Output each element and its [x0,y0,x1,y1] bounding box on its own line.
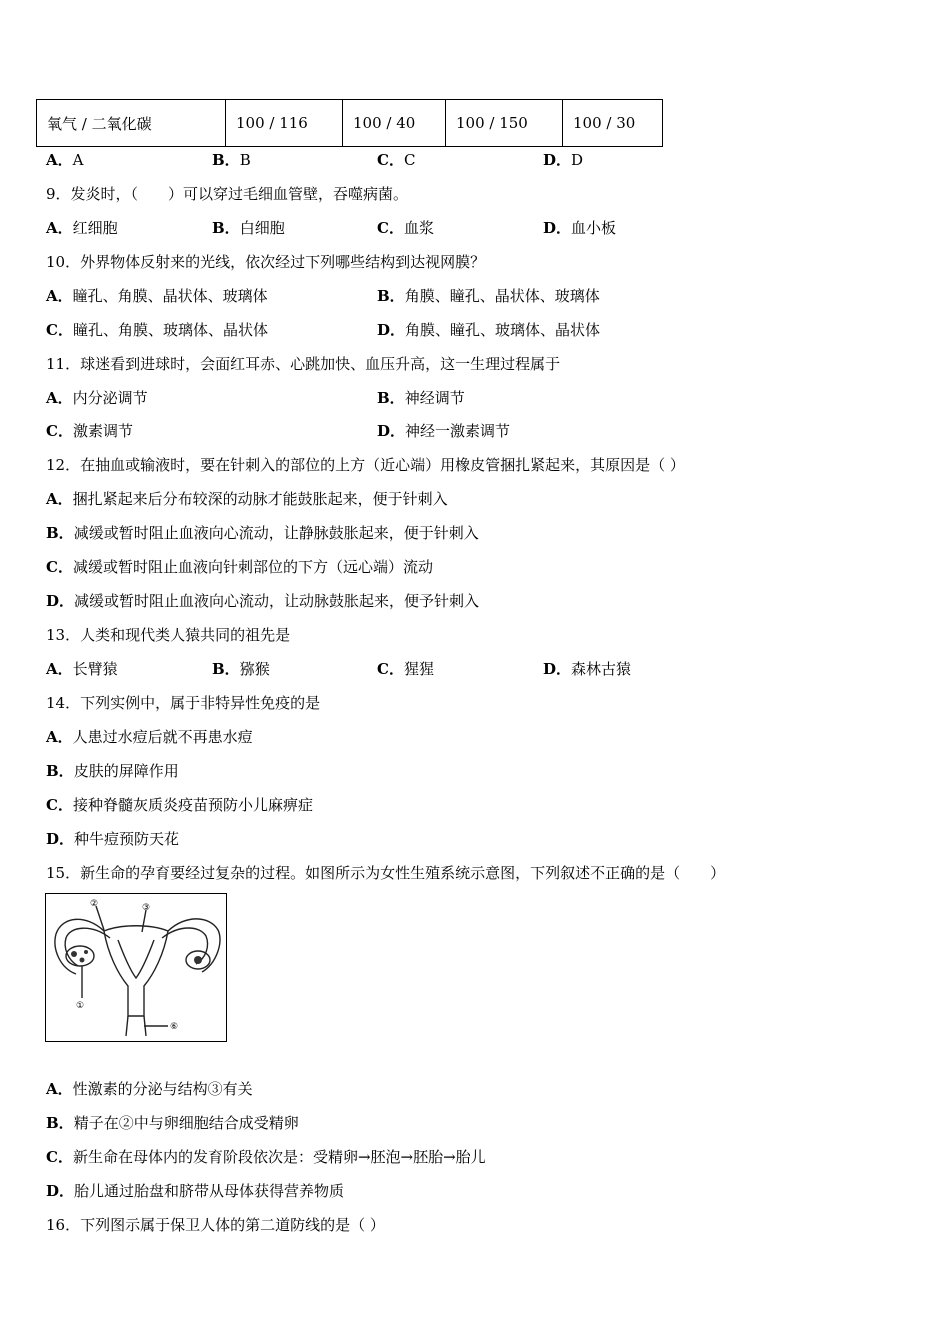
option-label: B． [377,389,405,407]
option-text: 接种脊髓灰质炎疫苗预防小儿麻痹症 [72,796,313,814]
q8-option-d [543,150,583,170]
q13-option-a [46,659,118,679]
figure-label: ⑥ [170,1022,179,1032]
uterus-diagram [46,894,226,1041]
uterus-outline [104,926,168,1016]
option-label: A． [46,287,73,305]
option-text: 捆扎紧起来后分布较深的动脉才能鼓胀起来，便于针刺入 [72,490,448,508]
option-text: 红细胞 [72,219,118,237]
figure-label: ① [76,1001,85,1011]
option-label: D． [46,830,75,848]
q9-option-b [212,218,285,238]
option-text: 白细胞 [239,219,285,237]
q9-option-d [543,218,616,238]
option-label: B． [46,1114,74,1132]
q15-option-a [46,1079,253,1099]
follicle-dot [71,951,77,957]
q15-option-d [46,1181,344,1201]
option-label: A． [46,490,73,508]
q10-option-d [377,320,600,340]
q12-option-d [46,591,479,611]
option-text: 种牛痘预防天花 [74,830,180,848]
option-text: D [571,151,584,169]
q10-option-a [46,286,268,306]
option-text: 胎儿通过胎盘和脐带从母体获得营养物质 [74,1182,345,1200]
option-text: C [403,151,416,169]
q10-stem: 10．外界物体反射来的光线，依次经过下列哪些结构到达视网膜？ [46,253,486,271]
option-text: 激素调节 [72,422,133,440]
reproductive-system-figure [45,893,227,1042]
option-label: C． [46,796,73,814]
option-label: D． [543,660,572,678]
option-text: 神经一激素调节 [405,422,511,440]
option-label: B． [46,524,74,542]
option-text: 猕猴 [239,660,270,678]
option-label: C． [46,321,73,339]
table-cell: 100 / 40 [343,100,446,147]
option-label: C． [377,660,404,678]
option-text: 角膜、瞳孔、晶状体、玻璃体 [404,287,600,305]
option-label: A． [46,660,73,678]
option-label: C． [377,151,404,169]
option-text: 血浆 [403,219,434,237]
q14-stem: 14．下列实例中，属于非特异性免疫的是 [46,694,321,712]
option-label: D． [46,592,75,610]
table-row [37,100,663,147]
option-text: A [72,151,84,169]
option-label: C． [46,422,73,440]
option-text: 角膜、瞳孔、玻璃体、晶状体 [405,321,601,339]
option-text: 新生命在母体内的发育阶段依次是：受精卵→胚泡→胚胎→胎儿 [72,1148,486,1166]
q12-option-a [46,489,448,509]
q16-stem: 16．下列图示属于保卫人体的第二道防线的是（ ） [46,1216,385,1234]
q11-option-d [377,421,510,441]
q11-option-c [46,421,133,441]
option-label: A． [46,389,73,407]
q12-option-b [46,523,479,543]
q14-option-d [46,829,179,849]
option-label: B． [46,762,74,780]
follicle-dot [80,958,85,963]
q12-stem: 12．在抽血或输液时，要在针刺入的部位的上方（近心端）用橡皮管捆扎紧起来，其原因是（ ） [46,456,685,474]
option-label: B． [377,287,405,305]
vagina-outline [126,1016,146,1036]
right-tube-outline [168,919,220,972]
option-text: 精子在②中与卵细胞结合成受精卵 [73,1114,299,1132]
q8-option-a [46,150,83,170]
option-text: 减缓或暂时阻止血液向针刺部位的下方（远心端）流动 [72,558,433,576]
option-label: C． [46,1148,73,1166]
option-label: D． [543,151,572,169]
q12-option-c [46,557,433,577]
figure-label: ③ [142,903,151,913]
option-label: C． [46,558,73,576]
q13-option-b [212,659,270,679]
q11-option-a [46,388,148,408]
q14-option-c [46,795,313,815]
label-line [142,910,146,932]
q15-option-b [46,1113,299,1133]
option-label: A． [46,219,73,237]
table-cell: 100 / 30 [563,100,663,147]
table-cell: 100 / 150 [446,100,563,147]
q9-option-a [46,218,118,238]
option-label: D． [46,1182,75,1200]
q14-option-a [46,727,253,747]
option-label: A． [46,728,73,746]
q13-stem: 13．人类和现代类人猿共同的祖先是 [46,626,291,644]
label-line [96,906,104,930]
q13-option-c [377,659,434,679]
table-cell: 100 / 116 [226,100,343,147]
option-label: B． [212,151,240,169]
option-text: 内分泌调节 [72,389,148,407]
option-text: 皮肤的屏障作用 [73,762,179,780]
option-label: C． [377,219,404,237]
follicle-dot [84,950,88,954]
option-label: A． [46,151,73,169]
q9-stem: 9．发炎时，（ ）可以穿过毛细血管壁，吞噬病菌。 [46,185,409,203]
q13-option-d [543,659,631,679]
q8-option-b [212,150,251,170]
q8-option-c [377,150,415,170]
option-label: D． [377,321,406,339]
option-text: 瞳孔、角膜、晶状体、玻璃体 [72,287,268,305]
q15-option-c [46,1147,486,1167]
option-label: B． [212,219,240,237]
option-text: B [239,151,251,169]
option-text: 猩猩 [403,660,434,678]
q11-option-b [377,388,465,408]
follicle-dot [194,956,202,964]
q9-option-c [377,218,434,238]
option-text: 人患过水痘后就不再患水痘 [72,728,253,746]
gas-table [36,99,663,147]
option-text: 性激素的分泌与结构③有关 [72,1080,253,1098]
q15-stem: 15．新生命的孕育要经过复杂的过程。如图所示为女性生殖系统示意图，下列叙述不正确的是（ ） [46,864,726,882]
uterus-cavity [118,940,154,978]
option-text: 减缓或暂时阻止血液向心流动，让静脉鼓胀起来，便于针刺入 [73,524,479,542]
option-label: B． [212,660,240,678]
option-label: D． [543,219,572,237]
q10-option-b [377,286,600,306]
option-text: 长臂猿 [72,660,118,678]
option-text: 瞳孔、角膜、玻璃体、晶状体 [72,321,268,339]
q14-option-b [46,761,179,781]
option-label: D． [377,422,406,440]
option-text: 森林古猿 [571,660,632,678]
option-text: 血小板 [571,219,617,237]
option-text: 减缓或暂时阻止血液向心流动，让动脉鼓胀起来，便予针刺入 [74,592,480,610]
option-text: 神经调节 [404,389,465,407]
left-ovary [66,946,94,966]
figure-label: ② [90,899,99,909]
option-label: A． [46,1080,73,1098]
table-cell: 氧气 / 二氧化碳 [37,100,226,147]
q11-stem: 11．球迷看到进球时，会面红耳赤、心跳加快、血压升高，这一生理过程属于 [46,355,561,373]
q10-option-c [46,320,268,340]
